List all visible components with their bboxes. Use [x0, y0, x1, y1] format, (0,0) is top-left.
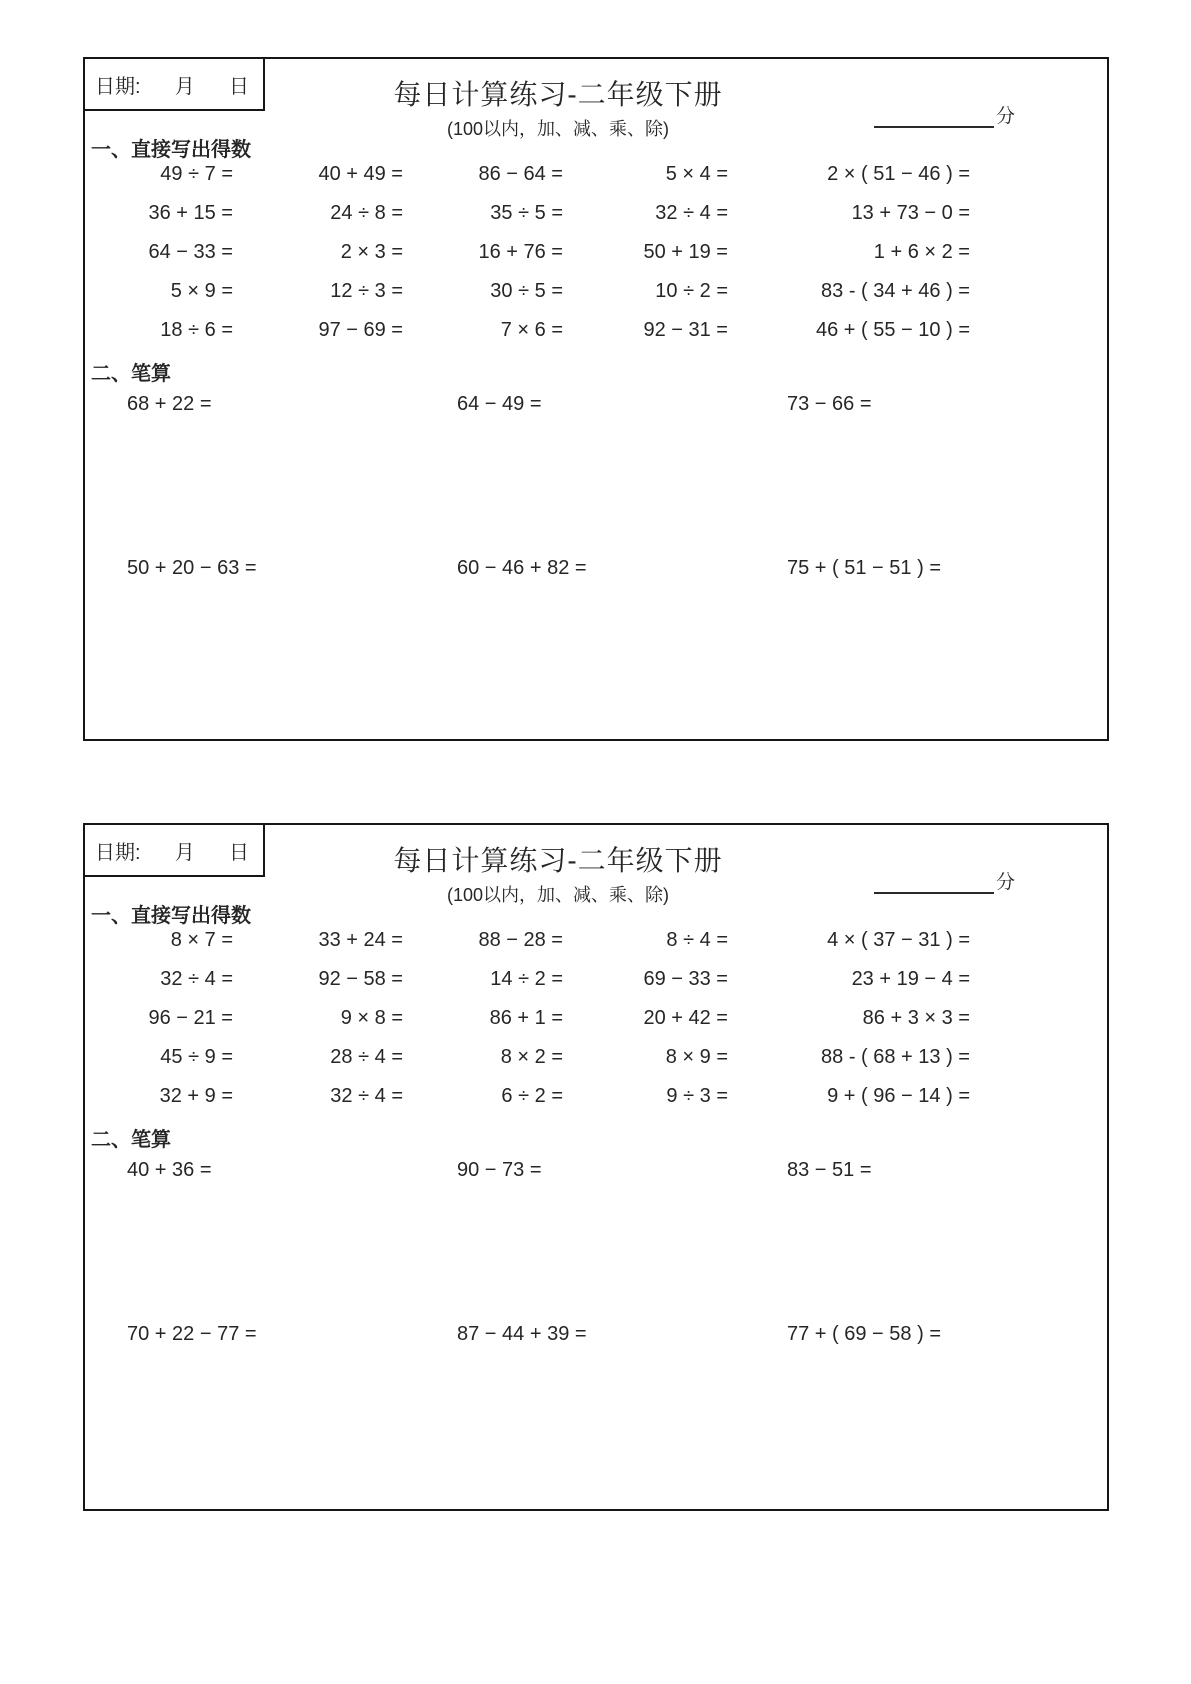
- worksheet-subtitle: (100以内，加、减、乘、除): [446, 885, 670, 905]
- problem-cell: 9 × 8 =: [340, 1007, 403, 1029]
- problem-cell: 30 ÷ 5 =: [490, 280, 563, 302]
- problem-cell: 2 × 3 =: [340, 241, 403, 263]
- problem-cell: 64 − 49 =: [457, 393, 542, 415]
- problem-cell: 40 + 36 =: [127, 1159, 212, 1181]
- problem-cell: 86 + 1 =: [489, 1007, 563, 1029]
- problem-cell: 77 + ( 69 − 58 ) =: [787, 1323, 941, 1345]
- problem-cell: 45 ÷ 9 =: [160, 1046, 233, 1068]
- worksheet-title: 每日计算练习-二年级下册: [393, 79, 723, 110]
- problem-cell: 9 + ( 96 − 14 ) =: [827, 1085, 970, 1107]
- problem-cell: 8 ÷ 4 =: [666, 929, 728, 951]
- problem-cell: 14 ÷ 2 =: [490, 968, 563, 990]
- score-line: [874, 867, 1015, 894]
- problem-cell: 32 + 9 =: [159, 1085, 233, 1107]
- problem-cell: 64 − 33 =: [148, 241, 233, 263]
- problem-cell: 97 − 69 =: [318, 319, 403, 341]
- section2-title: 二、笔算: [91, 1129, 171, 1151]
- problem-cell: 28 ÷ 4 =: [330, 1046, 403, 1068]
- problem-cell: 83 − 51 =: [787, 1159, 872, 1181]
- problem-cell: 32 ÷ 4 =: [655, 202, 728, 224]
- problem-cell: 23 + 19 − 4 =: [851, 968, 970, 990]
- problem-cell: 35 ÷ 5 =: [490, 202, 563, 224]
- worksheet-page-2: [83, 823, 1109, 1511]
- problem-cell: 70 + 22 − 77 =: [127, 1323, 257, 1345]
- problem-cell: 92 − 31 =: [643, 319, 728, 341]
- month-label: 月: [174, 75, 195, 98]
- score-suffix: 分: [995, 106, 1015, 127]
- problem-cell: 4 × ( 37 − 31 ) =: [827, 929, 970, 951]
- worksheet-subtitle: (100以内，加、减、乘、除): [446, 119, 670, 139]
- problem-cell: 50 + 20 − 63 =: [127, 557, 257, 579]
- score-line: [874, 101, 1015, 128]
- score-blank-underline: [874, 106, 994, 128]
- problem-cell: 10 ÷ 2 =: [655, 280, 728, 302]
- problem-cell: 1 + 6 × 2 =: [873, 241, 970, 263]
- day-label: 日: [229, 75, 249, 98]
- written-problems-row1: [127, 389, 1119, 419]
- problem-cell: 86 + 3 × 3 =: [862, 1007, 970, 1029]
- problem-cell: 8 × 2 =: [500, 1046, 563, 1068]
- month-label: 月: [174, 841, 195, 864]
- date-label: 日期:: [95, 75, 141, 98]
- section1-title: 一、直接写出得数: [91, 905, 251, 927]
- problem-cell: 68 + 22 =: [127, 393, 212, 415]
- problem-cell: 49 ÷ 7 =: [160, 163, 233, 185]
- problem-cell: 50 + 19 =: [643, 241, 728, 263]
- written-problems-row2: [127, 1319, 1119, 1349]
- problem-cell: 32 ÷ 4 =: [160, 968, 233, 990]
- problem-cell: 20 + 42 =: [643, 1007, 728, 1029]
- problem-cell: 7 × 6 =: [500, 319, 563, 341]
- problem-cell: 16 + 76 =: [478, 241, 563, 263]
- oral-problems-grid: [87, 921, 970, 1116]
- problem-cell: 24 ÷ 8 =: [330, 202, 403, 224]
- problem-cell: 8 × 9 =: [665, 1046, 728, 1068]
- problem-cell: 90 − 73 =: [457, 1159, 542, 1181]
- problem-cell: 33 + 24 =: [318, 929, 403, 951]
- problem-cell: 6 ÷ 2 =: [501, 1085, 563, 1107]
- problem-cell: 13 + 73 − 0 =: [851, 202, 970, 224]
- problem-cell: 9 ÷ 3 =: [666, 1085, 728, 1107]
- score-blank-underline: [874, 872, 994, 894]
- problem-cell: 96 − 21 =: [148, 1007, 233, 1029]
- problem-cell: 8 × 7 =: [170, 929, 233, 951]
- problem-cell: 5 × 9 =: [170, 280, 233, 302]
- problem-cell: 46 + ( 55 − 10 ) =: [816, 319, 970, 341]
- section1-title: 一、直接写出得数: [91, 139, 251, 161]
- problem-cell: 92 − 58 =: [318, 968, 403, 990]
- score-suffix: 分: [995, 872, 1015, 893]
- problem-cell: 69 − 33 =: [643, 968, 728, 990]
- problem-cell: 83 - ( 34 + 46 ) =: [821, 280, 970, 302]
- problem-cell: 87 − 44 + 39 =: [457, 1323, 587, 1345]
- problem-cell: 36 + 15 =: [148, 202, 233, 224]
- problem-cell: 60 − 46 + 82 =: [457, 557, 587, 579]
- written-problems-row1: [127, 1155, 1119, 1185]
- date-label: 日期:: [95, 841, 141, 864]
- problem-cell: 86 − 64 =: [478, 163, 563, 185]
- problem-cell: 88 - ( 68 + 13 ) =: [821, 1046, 970, 1068]
- problem-cell: 2 × ( 51 − 46 ) =: [827, 163, 970, 185]
- written-problems-row2: [127, 553, 1119, 583]
- worksheet-page-1: [83, 57, 1109, 741]
- problem-cell: 18 ÷ 6 =: [160, 319, 233, 341]
- day-label: 日: [229, 841, 249, 864]
- problem-cell: 88 − 28 =: [478, 929, 563, 951]
- worksheet-title: 每日计算练习-二年级下册: [393, 845, 723, 876]
- problem-cell: 5 × 4 =: [665, 163, 728, 185]
- problem-cell: 12 ÷ 3 =: [330, 280, 403, 302]
- problem-cell: 32 ÷ 4 =: [330, 1085, 403, 1107]
- problem-cell: 75 + ( 51 − 51 ) =: [787, 557, 941, 579]
- problem-cell: 73 − 66 =: [787, 393, 872, 415]
- section2-title: 二、笔算: [91, 363, 171, 385]
- problem-cell: 40 + 49 =: [318, 163, 403, 185]
- oral-problems-grid: [87, 155, 970, 350]
